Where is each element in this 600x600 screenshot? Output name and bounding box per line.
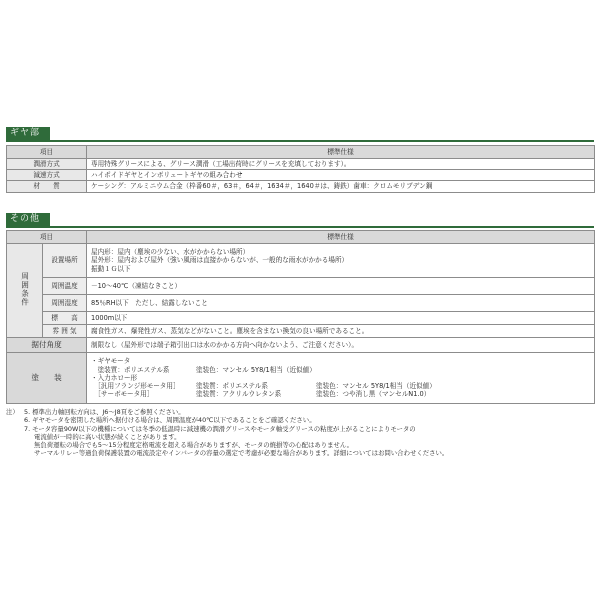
coating-line [91,366,590,374]
note-line [6,416,594,424]
table-row [7,338,595,353]
row-value: ケーシング：アルミニウム合金（枠番60＃，63＃，64＃，1634＃，1640＃は、鋳鉄）歯車：クロムモリブデン鋼 [87,181,595,192]
note-text: 6. ギヤモータを密閉した場所へ据付ける場合は、周囲温度が40℃以下であることをご確認ください。 [24,416,316,425]
coating-text: 塗装質：ポリエステル系 [91,365,170,374]
note-text: 5. 標準出力軸回転方向は、J6～J8頁をご参照ください。 [24,408,185,416]
note-line [6,433,594,441]
coating-text: ・ギヤモータ [91,357,131,366]
note-text: 無負荷運転の場合でも5～15分程度定格電流を超える場合がありますが、モータの焼損等の心配はありません。 [34,441,354,450]
coating-text: 塗装質：ポリエステル系 [196,382,268,391]
coating-text: 塗装色：マンセル 5Y8/1相当（近似値） [316,382,436,391]
table-row [7,278,595,295]
mounting-label: 据付角度 [7,338,87,353]
header-item: 項目 [7,231,87,244]
other-section-title: その他 [6,213,50,226]
gear-spec-table [6,145,595,193]
row-value: ハイポイドギヤとインボリュートギヤの組み合わせ [87,170,595,181]
notes-lead: 注） [6,408,19,416]
row-value: 専用特殊グリースによる、グリース潤滑（工場出荷時にグリースを充填しております）。 [87,159,595,170]
coating-line [91,357,590,365]
table-row [7,325,595,338]
coating-text: 塗装質：アクリルウレタン系 [196,390,282,399]
coating-value [87,353,595,404]
table-row [7,181,595,192]
other-spec-table [6,230,595,404]
surroundings-category [7,244,43,338]
row-value: 腐食性ガス、爆発性ガス、蒸気などがないこと。塵埃を含まない換気の良い場所であること。 [87,325,595,338]
install-line: 屋外形：屋内および屋外（強い風雨は直接かからないが、一般的な雨水がかかる場所） [91,256,349,265]
table-row [7,353,595,404]
table-row [7,295,595,312]
row-label: 潤滑方式 [7,159,87,170]
row-label: 材 質 [7,181,87,192]
coating-text: 塗装色：つや消し黒（マンセルN1.0） [316,390,431,399]
row-label: 減速方式 [7,170,87,181]
row-label: 設置場所 [43,244,87,278]
coating-text: ［サーボモータ用］ [91,390,154,399]
row-value: 1000m以下 [87,312,595,325]
note-text: 電流値が一時的に高い状態が続くことがあります。 [34,432,181,441]
surroundings-label: 周囲条件 [20,272,30,307]
row-value [87,244,595,278]
note-text: 7. モータ容量90W以下の機種については冬季の低温時に減速機の潤滑グリースやモータ軸受グリースの粘度が上がることによりモータの [24,424,416,433]
coating-text: ・入力ホロー形 [91,373,138,382]
row-label: 雰 囲 気 [43,325,87,338]
gear-section-title: ギヤ部 [6,127,50,140]
coating-text: ［汎用フランジ形モータ用］ [91,382,180,391]
other-section-header [6,213,594,228]
header-standard-spec: 標準仕様 [87,231,595,244]
table-row [7,159,595,170]
mounting-value: 制限なし（屋外形では端子箱引出口は水のかかる方向へ向かないよう、ご注意ください）。 [87,338,595,353]
install-line: 振動１Ｇ以下 [91,264,131,273]
coating-label: 塗 装 [7,353,87,404]
row-label: 周囲温度 [43,278,87,295]
header-standard-spec: 標準仕様 [87,146,595,159]
coating-line [91,390,590,398]
row-label: 周囲湿度 [43,295,87,312]
gear-section-header [6,127,594,142]
table-header-row [7,146,595,159]
table-row [7,312,595,325]
note-line [6,425,594,433]
coating-line [91,374,590,382]
table-header-row [7,231,595,244]
coating-text: 塗装色：マンセル 5Y8/1相当（近似値） [196,365,316,374]
row-label: 標 高 [43,312,87,325]
note-text: サーマルリレー等過負荷保護装置の電流設定やインバータの容量の選定で考慮が必要な場合があります。詳細についてはお問い合わせください。 [34,449,449,458]
table-row [7,170,595,181]
notes-block [6,408,594,458]
row-value: 85％RH以下 ただし、結露しないこと [87,295,595,312]
header-item: 項目 [7,146,87,159]
note-line [6,449,594,457]
row-value: －10～40℃（凍結なきこと） [87,278,595,295]
install-line: 屋内形：屋内（塵埃の少ない、水がかからない場所） [91,248,250,257]
table-row [7,244,595,278]
